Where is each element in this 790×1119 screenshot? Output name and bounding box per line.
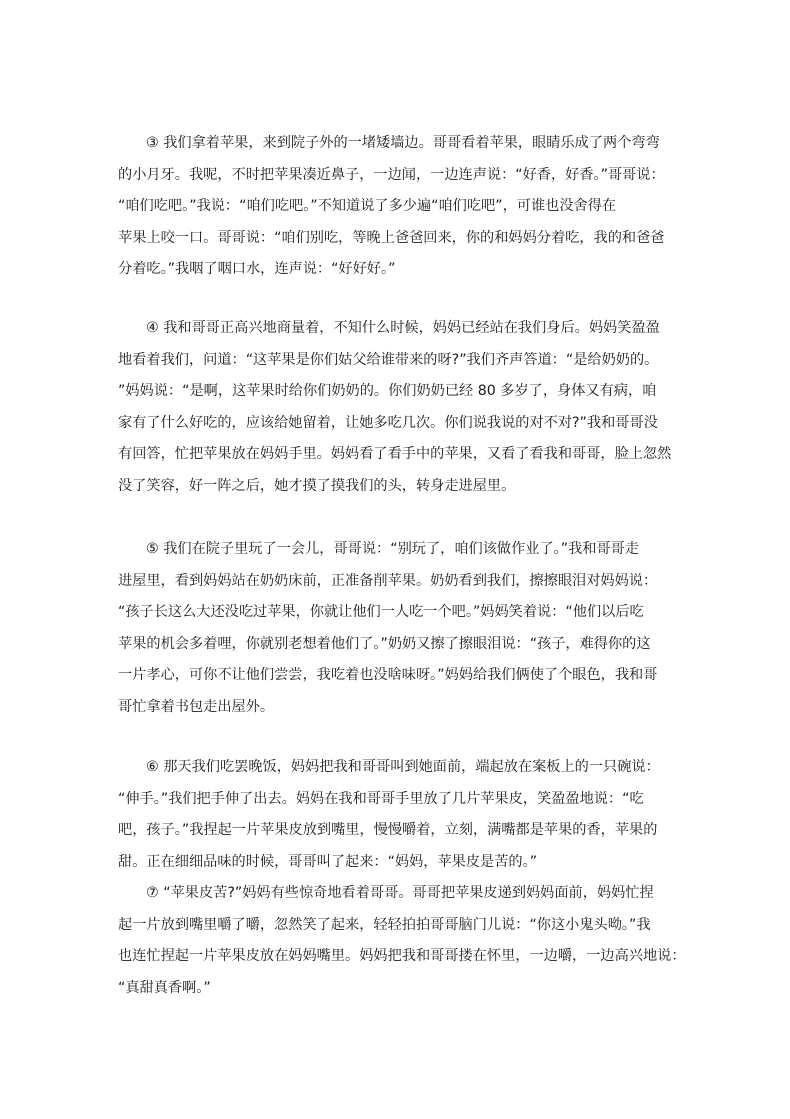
text-line: ③ 我们拿着苹果，来到院子外的一堵矮墙边。哥哥看着苹果，眼睛乐成了两个弯弯 xyxy=(146,135,660,151)
text-line: ⑥ 那天我们吃罢晚饭，妈妈把我和哥哥叫到她面前，端起放在案板上的一只碗说： xyxy=(146,759,660,775)
text-line: 家有了什么好吃的，应该给她留着，让她多吃几次。你们说我说的对不对?”我和哥哥没 xyxy=(118,414,658,431)
text-line: 也连忙捏起一片苹果皮放在妈妈嘴里。妈妈把我和哥哥搂在怀里，一边嚼，一边高兴地说： xyxy=(118,948,686,964)
text-line: 进屋里，看到妈妈站在奶奶床前，正准备削苹果。奶奶看到我们，擦擦眼泪对妈妈说： xyxy=(118,572,658,589)
text-line: 的小月牙。我呢，不时把苹果凑近鼻子，一边闻，一边连声说：“好香，好香。”哥哥说： xyxy=(118,166,665,183)
text-line: 地看着我们，问道：“这苹果是你们姑父给谁带来的呀?”我们齐声答道：“是给奶奶的。 xyxy=(118,351,659,368)
text-line: 起一片放到嘴里嚼了嚼，忽然笑了起来，轻轻拍拍哥哥脑门儿说：“你这小鬼头呦。”我 xyxy=(118,916,651,933)
text-line: 甜。正在细细品味的时候，哥哥叫了起来：“妈妈，苹果皮是苦的。” xyxy=(118,853,538,870)
text-line: “孩子长这么大还没吃过苹果，你就让他们一人吃一个吧。”妈妈笑着说：“他们以后吃 xyxy=(118,604,644,620)
text-line: “咱们吃吧。”我说：“咱们吃吧。”不知道说了多少遍“咱们吃吧”，可谁也没舍得在 xyxy=(118,198,617,214)
text-line: 分着吃。”我咽了咽口水，连声说：“好好好。” xyxy=(118,261,396,277)
text-line: 有回答，忙把苹果放在妈妈手里。妈妈看了看手中的苹果，又看了看我和哥哥，脸上忽然 xyxy=(118,446,672,462)
text-line: ④ 我和哥哥正高兴地商量着，不知什么时候，妈妈已经站在我们身后。妈妈笑盈盈 xyxy=(146,320,660,336)
paragraph-6-7 xyxy=(118,752,686,1004)
paragraph-3 xyxy=(118,128,678,286)
text-line: “伸手。”我们把手伸了出去。妈妈在我和哥哥手里放了几片苹果皮，笑盈盈地说：“吃 xyxy=(118,790,644,807)
text-line: 苹果的机会多着哩，你就别老想着他们了。”奶奶又擦了擦眼泪说：“孩子，难得你的这 xyxy=(118,635,651,652)
paragraph-5 xyxy=(118,534,678,723)
paragraph-4 xyxy=(118,313,678,502)
text-line: 一片孝心，可你不让他们尝尝，我吃着也没啥味呀。”妈妈给我们俩使了个眼色，我和哥 xyxy=(118,667,658,683)
text-line: 没了笑容，好一阵之后，她才摸了摸我们的头，转身走进屋里。 xyxy=(118,477,516,494)
text-line: 吧，孩子。”我捏起一片苹果皮放到嘴里，慢慢嚼着，立刻，满嘴都是苹果的香，苹果的 xyxy=(118,822,658,838)
text-line: ⑤ 我们在院子里玩了一会儿，哥哥说：“别玩了，咱们该做作业了。”我和哥哥走 xyxy=(146,541,640,557)
text-line: “真甜真香啊。” xyxy=(118,979,211,996)
text-line: 苹果上咬一口。哥哥说：“咱们别吃，等晚上爸爸回来，你的和妈妈分着吃，我的和爸爸 xyxy=(118,229,665,246)
text-line: 哥忙拿着书包走出屋外。 xyxy=(118,698,275,715)
text-line: ⑦ “苹果皮苦?”妈妈有些惊奇地看着哥哥。哥哥把苹果皮递到妈妈面前，妈妈忙捏 xyxy=(146,885,654,901)
text-line: ”妈妈说：“是啊，这苹果时给你们奶奶的。你们奶奶已经 80 多岁了，身体又有病，咱 xyxy=(118,383,657,399)
